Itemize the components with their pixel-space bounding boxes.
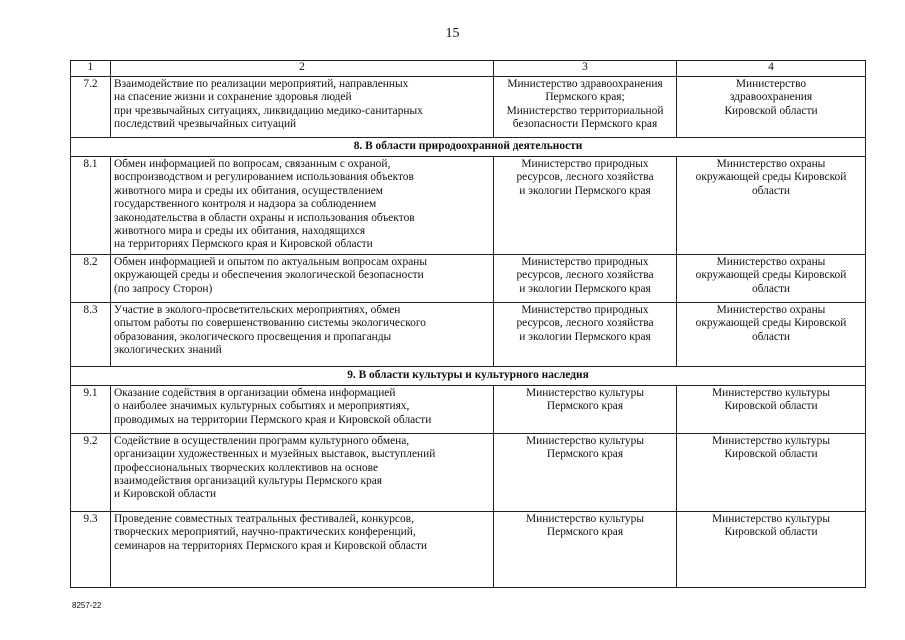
activity-description xyxy=(111,254,494,302)
table-row xyxy=(71,254,866,302)
item-number: 9.1 xyxy=(71,385,111,433)
kirov-executor xyxy=(677,433,866,511)
perm-executor-line: ресурсов, лесного хозяйства xyxy=(516,269,654,282)
perm-executor-line: и экологии Пермского края xyxy=(519,330,651,343)
kirov-executor-line: Министерство культуры xyxy=(712,512,830,525)
activity-description-line: экологических знаний xyxy=(114,344,222,357)
activity-description-line: образования, экологического просвещения и пропаганды xyxy=(114,330,392,343)
table-row xyxy=(71,385,866,433)
kirov-executor xyxy=(677,511,866,587)
column-number-row xyxy=(71,61,866,77)
activity-description-line: на спасение жизни и сохранение здоровья людей xyxy=(114,91,352,104)
activity-description xyxy=(111,77,494,138)
table-row xyxy=(71,511,866,587)
item-number: 8.2 xyxy=(71,254,111,302)
kirov-executor-line: окружающей среды Кировской xyxy=(695,269,847,282)
section-title: 9. В области культуры и культурного наследия xyxy=(71,366,866,385)
kirov-executor-line: окружающей среды Кировской xyxy=(695,171,847,184)
perm-executor-line: Министерство культуры xyxy=(526,386,644,399)
perm-executor xyxy=(494,77,677,138)
kirov-executor-line: Министерство охраны xyxy=(716,255,826,268)
perm-executor-line: Министерство культуры xyxy=(526,512,644,525)
kirov-executor-line: области xyxy=(751,330,791,343)
activity-description-line: творческих мероприятий, научно-практических конференций, xyxy=(114,526,416,539)
activity-description-line: Взаимодействие по реализации мероприятий, направленных xyxy=(114,78,409,90)
activity-description-line: окружающей среды и обеспечения экологической безопасности xyxy=(114,269,424,282)
table-row xyxy=(71,157,866,255)
kirov-executor-line: Кировской области xyxy=(724,400,818,413)
kirov-executor-line: Министерство охраны xyxy=(716,303,826,316)
activity-description-line: животного мира и среды их обитания, находящихся xyxy=(114,225,366,238)
table-row xyxy=(71,77,866,138)
section-heading-row xyxy=(71,138,866,157)
perm-executor-line: Министерство природных xyxy=(521,303,649,316)
activity-description-line: взаимодействия организаций культуры Пермского края xyxy=(114,475,383,488)
perm-executor-line: ресурсов, лесного хозяйства xyxy=(516,317,654,330)
activity-description-line: Участие в эколого-просветительских мероприятиях, обмен xyxy=(114,303,401,316)
perm-executor-line: Пермского края xyxy=(546,526,624,539)
activity-description xyxy=(111,511,494,587)
perm-executor-line: ресурсов, лесного хозяйства xyxy=(516,171,654,184)
activity-description-line: Обмен информацией по вопросам, связанным с охраной, xyxy=(114,158,391,170)
perm-executor xyxy=(494,511,677,587)
perm-executor-line: безопасности Пермского края xyxy=(512,118,658,131)
activity-description-line: воспроизводством и регулированием использования объектов xyxy=(114,171,414,184)
activity-description-line: опытом работы по совершенствованию системы экологического xyxy=(114,317,426,330)
activity-description xyxy=(111,157,494,255)
perm-executor xyxy=(494,385,677,433)
document-code: 8257-22 xyxy=(72,601,102,610)
column-header: 1 xyxy=(71,61,111,77)
kirov-executor-line: здравоохранения xyxy=(729,91,813,104)
activity-description xyxy=(111,433,494,511)
activity-description-line: Проведение совместных театральных фестивалей, конкурсов, xyxy=(114,512,414,525)
section-heading-row xyxy=(71,366,866,385)
activity-description xyxy=(111,385,494,433)
item-number: 7.2 xyxy=(71,77,111,138)
kirov-executor xyxy=(677,157,866,255)
table-body xyxy=(71,61,866,588)
activity-description xyxy=(111,302,494,366)
perm-executor-line: Министерство природных xyxy=(521,255,649,268)
kirov-executor-line: Кировской области xyxy=(724,448,818,461)
activity-description-line: Обмен информацией и опытом по актуальным вопросам охраны xyxy=(114,255,428,268)
activity-description-line: при чрезвычайных ситуациях, ликвидацию медико-санитарных xyxy=(114,104,423,117)
perm-executor-line: Министерство природных xyxy=(521,158,649,170)
activity-description-line: и Кировской области xyxy=(114,488,217,501)
activity-description-line: законодательства в области охраны и использования объектов xyxy=(114,211,415,224)
kirov-executor-line: Министерство культуры xyxy=(712,434,830,447)
perm-executor-line: Министерство территориальной xyxy=(506,104,664,117)
perm-executor-line: Министерство культуры xyxy=(526,434,644,447)
perm-executor xyxy=(494,254,677,302)
column-header: 3 xyxy=(494,61,677,77)
perm-executor-line: и экологии Пермского края xyxy=(519,184,651,197)
kirov-executor xyxy=(677,302,866,366)
kirov-executor-line: области xyxy=(751,282,791,295)
kirov-executor-line: Министерство культуры xyxy=(712,386,830,399)
column-header: 4 xyxy=(677,61,866,77)
item-number: 8.1 xyxy=(71,157,111,255)
activity-description-line: (по запросу Сторон) xyxy=(114,282,213,295)
activity-description-line: государственного контроля и надзора за соблюдением xyxy=(114,198,377,211)
kirov-executor xyxy=(677,385,866,433)
kirov-executor-line: Кировской области xyxy=(724,104,818,117)
column-header: 2 xyxy=(111,61,494,77)
perm-executor xyxy=(494,433,677,511)
kirov-executor-line: Министерство xyxy=(735,78,807,90)
item-number: 9.3 xyxy=(71,511,111,587)
perm-executor-line: Пермского края; xyxy=(545,91,625,104)
perm-executor-line: Пермского края xyxy=(546,448,624,461)
perm-executor-line: Пермского края xyxy=(546,400,624,413)
table-row xyxy=(71,302,866,366)
activity-description-line: на территориях Пермского края и Кировской области xyxy=(114,238,373,251)
perm-executor xyxy=(494,157,677,255)
table-row xyxy=(71,433,866,511)
kirov-executor-line: области xyxy=(751,184,791,197)
activity-description-line: Содействие в осуществлении программ культурного обмена, xyxy=(114,434,410,447)
activity-description-line: организации художественных и музейных выставок, выступлений xyxy=(114,448,436,461)
kirov-executor-line: Министерство охраны xyxy=(716,158,826,170)
activity-description-line: семинаров на территориях Пермского края и Кировской области xyxy=(114,539,428,552)
activity-description-line: животного мира и среды их обитания, осуществлением xyxy=(114,184,383,197)
item-number: 8.3 xyxy=(71,302,111,366)
activity-description-line: профессиональных творческих коллективов на основе xyxy=(114,461,379,474)
activity-description-line: Оказание содействия в организации обмена информацией xyxy=(114,386,396,399)
kirov-executor-line: окружающей среды Кировской xyxy=(695,317,847,330)
kirov-executor-line: Кировской области xyxy=(724,526,818,539)
section-title: 8. В области природоохранной деятельности xyxy=(71,138,866,157)
perm-executor-line: Министерство здравоохранения xyxy=(507,78,663,90)
cooperation-plan-table xyxy=(70,60,866,588)
item-number: 9.2 xyxy=(71,433,111,511)
kirov-executor xyxy=(677,254,866,302)
kirov-executor xyxy=(677,77,866,138)
page-number: 15 xyxy=(445,26,460,41)
perm-executor xyxy=(494,302,677,366)
activity-description-line: проводимых на территории Пермского края и Кировской области xyxy=(114,413,432,426)
activity-description-line: о наиболее значимых культурных событиях и мероприятиях, xyxy=(114,400,410,413)
activity-description-line: последствий чрезвычайных ситуаций xyxy=(114,118,297,131)
perm-executor-line: и экологии Пермского края xyxy=(519,282,651,295)
